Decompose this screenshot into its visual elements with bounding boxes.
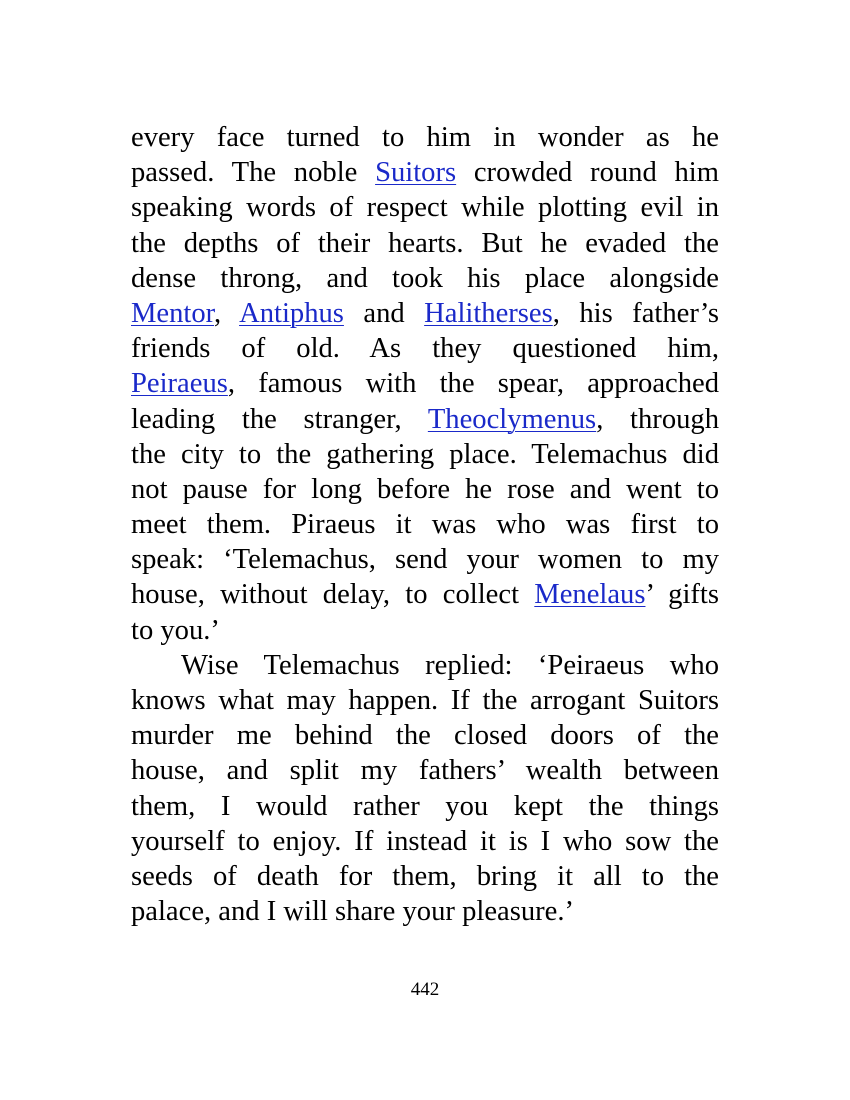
text-line: every face turned to him in wonder as he [131, 122, 719, 153]
text-line: not pause for long before he rose and went to [131, 473, 719, 505]
link-suitors[interactable]: Suitors [375, 157, 457, 189]
text-line: dense throng, and took his place alongside [131, 262, 719, 294]
text-line: yourself to enjoy. If instead it is I who sow the [131, 825, 719, 857]
text-line: palace, and I will share your pleasure.’ [131, 896, 575, 928]
text-line [131, 577, 719, 612]
text-line: meet them. Piraeus it was who was first to [131, 509, 719, 541]
text-line: Wise Telemachus replied: ‘Peiraeus who [181, 649, 719, 681]
text-line [131, 402, 719, 437]
text-line: knows what may happen. If the arrogant Suitors [131, 685, 719, 716]
text-line: them, I would rather you kept the things [131, 790, 719, 822]
text-line [131, 366, 719, 401]
paragraph-1 [131, 120, 719, 648]
text-segment: crowded round him [456, 157, 719, 189]
link-halitherses[interactable]: Halitherses [424, 297, 553, 329]
text-line: friends of old. As they questioned him, [131, 333, 719, 365]
text-line: the depths of their hearts. But he evaded the [131, 227, 719, 259]
text-line: to you.’ [131, 614, 220, 646]
text-line: the city to the gathering place. Telemachus did [131, 438, 719, 470]
link-mentor[interactable]: Mentor [131, 297, 215, 329]
paragraph-2 [131, 648, 719, 930]
text-line: seeds of death for them, bring it all to the [131, 860, 719, 892]
text-segment: passed. The noble [131, 157, 376, 189]
text-segment: , famous with the spear, approached [227, 368, 719, 400]
text-line [131, 296, 719, 331]
text-line: speaking words of respect while plotting evil in [131, 192, 719, 224]
text-line [131, 155, 719, 190]
text-segment: , [214, 297, 240, 329]
page-number: 442 [410, 979, 440, 1000]
text-line: murder me behind the closed doors of the [131, 720, 719, 752]
text-line: house, and split my fathers’ wealth between [131, 755, 719, 787]
text-segment: house, without delay, to collect [131, 579, 535, 611]
text-segment: and [343, 297, 425, 329]
text-line: speak: ‘Telemachus, send your women to my [131, 544, 719, 576]
link-antiphus[interactable]: Antiphus [239, 297, 344, 329]
page-text [131, 120, 719, 929]
text-segment: ’ gifts [645, 579, 719, 611]
link-menelaus[interactable]: Menelaus [534, 579, 646, 611]
link-theoclymenus[interactable]: Theoclymenus [427, 403, 597, 435]
text-segment: , his father’s [552, 297, 719, 329]
text-segment: leading the stranger, [131, 403, 428, 435]
link-peiraeus[interactable]: Peiraeus [131, 368, 228, 400]
text-segment: , through [596, 403, 720, 435]
